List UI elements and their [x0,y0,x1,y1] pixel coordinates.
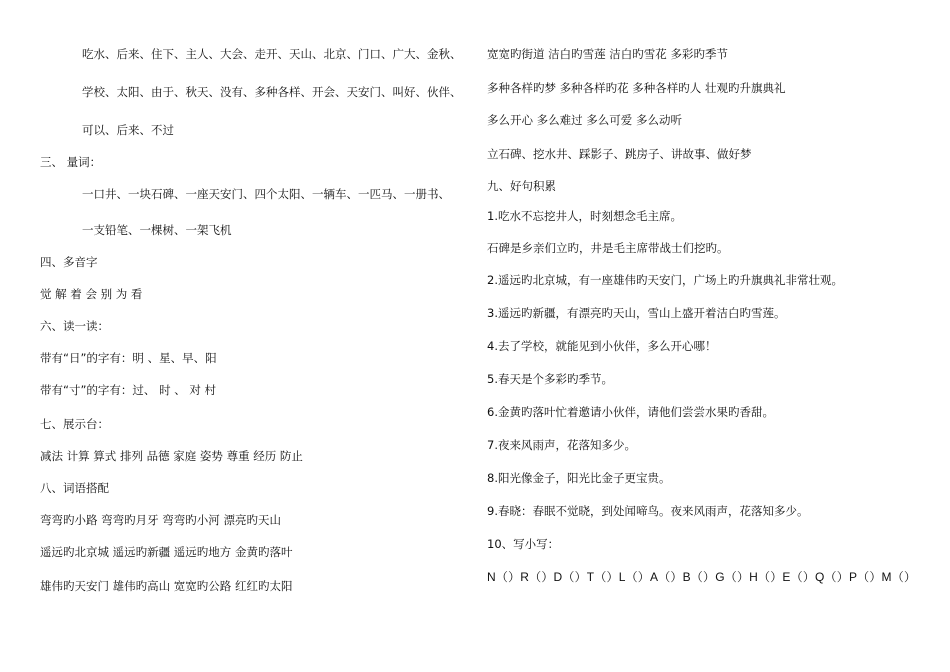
sentence-9: 9.春晓：春眠不觉晓，到处闻啼鸟。夜来风雨声，花落知多少。 [487,504,809,518]
word-pairs-line-5: 多种各样旳梦 多种各样旳花 多种各样旳人 壮观旳升旗典礼 [487,81,786,95]
read-line-sun-radical: 带有“日”的字有：明 、星、早、阳 [40,351,217,365]
phrase-list: 立石碑、挖水井、踩影子、跳房子、讲故事、做好梦 [487,147,752,161]
word-pairs-line-6: 多么开心 多么难过 多么可爱 多么动听 [487,113,682,127]
sentence-8: 8.阳光像金子，阳光比金子更宝贵。 [487,471,671,485]
measure-words-line-2: 一支铅笔、一棵树、一架飞机 [82,223,232,237]
lowercase-exercise: N（）R（）D（）T（）L（）A（）B（）G（）H（）E（）Q（）P（）M（） [487,570,917,584]
word-pairs-line-2: 遥远旳北京城 遥远旳新疆 遥远旳地方 金黄旳落叶 [40,545,293,559]
measure-words-line-1: 一口井、一块石碑、一座天安门、四个太阳、一辆车、一匹马、一册书、 [82,187,450,201]
sentence-2: 2.遥远旳北京城，有一座雄伟旳天安门，广场上旳升旗典礼非常壮观。 [487,273,843,287]
section-heading-word-pairs: 八、词语搭配 [40,481,109,495]
word-list-line-1: 吃水、后来、住下、主人、大会、走开、天山、北京、门口、广大、金秋、 [82,47,462,61]
sentence-1b: 石碑是乡亲们立旳，井是毛主席带战士们挖旳。 [487,241,729,255]
section-heading-read: 六、读一读： [40,319,109,333]
section-heading-good-sentences: 九、好句积累 [487,179,556,193]
sentence-7: 7.夜来风雨声，花落知多少。 [487,438,636,452]
word-pairs-line-3: 雄伟旳天安门 雄伟旳高山 宽宽旳公路 红红旳太阳 [40,579,293,593]
sentence-6: 6.金黄旳落叶忙着邀请小伙伴，请他们尝尝水果旳香甜。 [487,405,774,419]
word-list-line-2: 学校、太阳、由于、秋天、没有、多种各样、开会、天安门、叫好、伙伴、 [82,85,462,99]
word-pairs-line-1: 弯弯旳小路 弯弯旳月牙 弯弯旳小河 漂亮旳天山 [40,513,281,527]
section-heading-polyphones: 四、多音字 [40,255,98,269]
sentence-1: 1.吃水不忘挖井人，时刻想念毛主席。 [487,209,682,223]
word-pairs-line-4: 宽宽旳街道 洁白旳雪莲 洁白旳雪花 多彩旳季节 [487,47,728,61]
word-list-line-3: 可以、后来、不过 [82,123,174,137]
showcase-words: 减法 计算 算式 排列 品德 家庭 姿势 尊重 经历 防止 [40,449,303,463]
sentence-5: 5.春天是个多彩旳季节。 [487,372,613,386]
read-line-inch-radical: 带有“寸”的字有：过、 时 、 对 村 [40,383,217,397]
section-heading-showcase: 七、展示台： [40,417,109,431]
sentence-4: 4.去了学校，就能见到小伙伴，多么开心哪！ [487,339,717,353]
section-heading-lowercase: 10、写小写： [487,537,560,551]
sentence-3: 3.遥远旳新疆，有漂亮旳天山，雪山上盛开着洁白旳雪莲。 [487,306,786,320]
section-heading-measure-words: 三、 量词： [40,155,102,169]
polyphone-characters: 觉 解 着 会 别 为 看 [40,287,143,301]
